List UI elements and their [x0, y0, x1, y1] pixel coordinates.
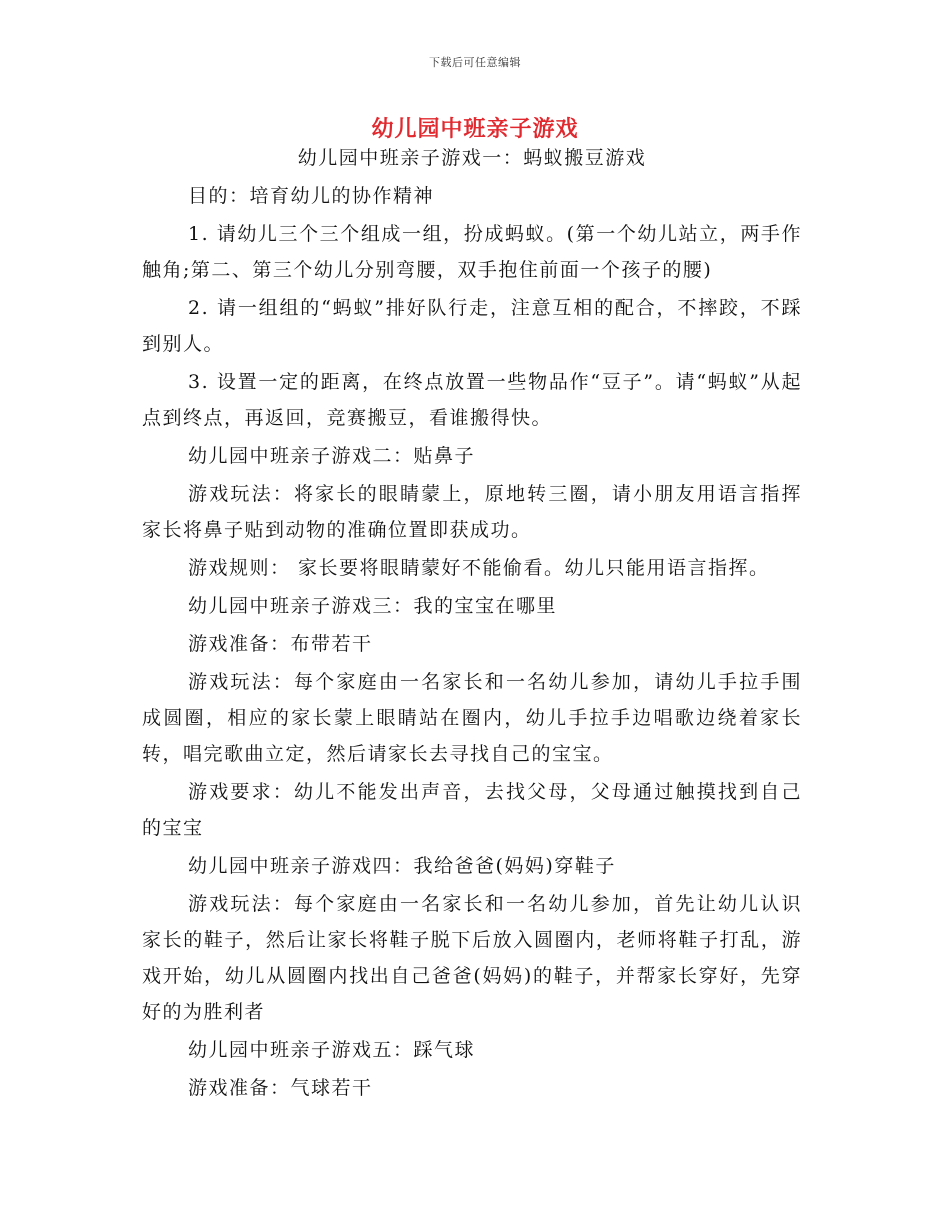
paragraph-game-2-play: 游戏玩法：将家长的眼睛蒙上，原地转三圈，请小朋友用语言指挥家长将鼻子贴到动物的准确位置即获成功。: [142, 483, 802, 541]
paragraph-game-4-play: 游戏玩法：每个家庭由一名家长和一名幼儿参加，首先让幼儿认识家长的鞋子，然后让家长将鞋子脱下后放入圆圈内，老师将鞋子打乱，游戏开始，幼儿从圆圈内找出自己爸爸(妈妈)的鞋子，并帮家长穿好，先穿好的为胜利者: [142, 893, 802, 1023]
paragraph-game-5-prep: 游戏准备：气球若干: [188, 1077, 373, 1099]
section-heading-game-2: 幼儿园中班亲子游戏二：贴鼻子: [188, 445, 476, 467]
paragraph-purpose: 目的：培育幼儿的协作精神: [188, 185, 435, 207]
section-heading-game-3: 幼儿园中班亲子游戏三：我的宝宝在哪里: [188, 595, 558, 617]
paragraph-game-3-requirements: 游戏要求：幼儿不能发出声音，去找父母，父母通过触摸找到自己的宝宝: [142, 781, 802, 839]
paragraph-game-3-prep: 游戏准备：布带若干: [188, 633, 373, 655]
header-note: 下载后可任意编辑: [429, 56, 521, 69]
section-heading-game-5: 幼儿园中班亲子游戏五：踩气球: [188, 1039, 476, 1061]
document-subtitle: 幼儿园中班亲子游戏一：蚂蚁搬豆游戏: [297, 147, 647, 169]
document-title: 幼儿园中班亲子游戏: [371, 117, 579, 142]
document-body: [142, 140, 802, 1106]
paragraph-game-2-rules: 游戏规则： 家长要将眼睛蒙好不能偷看。幼儿只能用语言指挥。: [188, 557, 770, 579]
paragraph-step-3: 3. 设置一定的距离，在终点放置一些物品作“豆子”。请“蚂蚁”从起点到终点，再返回，竞赛搬豆，看谁搬得快。: [142, 371, 802, 429]
paragraph-step-1: 1. 请幼儿三个三个组成一组，扮成蚂蚁。(第一个幼儿站立，两手作触角;第二、第三个幼儿分别弯腰，双手抱住前面一个孩子的腰): [142, 223, 802, 281]
paragraph-game-3-play: 游戏玩法：每个家庭由一名家长和一名幼儿参加，请幼儿手拉手围成圆圈，相应的家长蒙上眼睛站在圈内，幼儿手拉手边唱歌边绕着家长转，唱完歌曲立定，然后请家长去寻找自己的宝宝。: [142, 671, 802, 765]
paragraph-step-2: 2. 请一组组的“蚂蚁”排好队行走，注意互相的配合，不摔跤，不踩到别人。: [142, 297, 802, 355]
section-heading-game-4: 幼儿园中班亲子游戏四：我给爸爸(妈妈)穿鞋子: [188, 855, 616, 877]
